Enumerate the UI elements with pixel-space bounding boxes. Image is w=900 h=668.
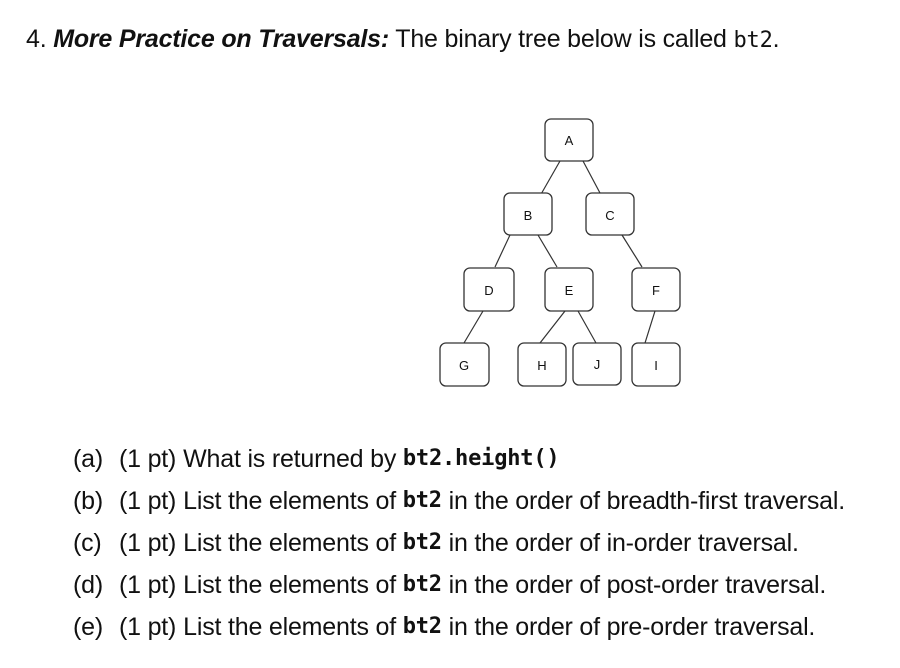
problem-intro: The binary tree below is called <box>395 25 727 53</box>
question-letter: (d) <box>73 571 103 599</box>
question-letter: (a) <box>73 445 103 473</box>
tree-node-E <box>545 268 593 311</box>
node-label-C: C <box>605 208 615 223</box>
tree-node-A <box>545 119 593 161</box>
question-text-end: in the order of pre-order traversal. <box>448 613 816 641</box>
node-label-B: B <box>523 208 533 223</box>
question-e <box>73 606 845 648</box>
node-label-F: F <box>652 283 660 298</box>
question-text: List the elements of <box>183 571 396 599</box>
question-text-end: in the order of in-order traversal. <box>448 529 799 557</box>
node-label-J: J <box>593 357 601 372</box>
edge-B-D <box>495 235 510 267</box>
question-text-end: in the order of breadth-first traversal. <box>448 487 845 515</box>
question-points: (1 pt) <box>119 529 177 557</box>
tree-edges <box>464 161 655 343</box>
question-points: (1 pt) <box>119 487 177 515</box>
edge-A-C <box>583 161 600 193</box>
question-code: bt2 <box>402 488 442 513</box>
node-label-A: A <box>564 133 574 148</box>
edge-F-I <box>645 311 655 343</box>
question-points: (1 pt) <box>119 445 177 473</box>
edge-E-J <box>578 311 596 343</box>
node-label-E: E <box>564 283 574 298</box>
problem-number: 4. <box>26 25 47 53</box>
edge-B-E <box>538 235 557 267</box>
edge-E-H <box>540 311 565 343</box>
question-letter: (b) <box>73 487 103 515</box>
question-a <box>73 438 845 480</box>
question-list <box>73 438 845 648</box>
question-code: bt2 <box>402 572 442 597</box>
tree-node-D <box>464 268 514 311</box>
tree-node-F <box>632 268 680 311</box>
question-letter: (c) <box>73 529 102 557</box>
question-text: List the elements of <box>183 613 396 641</box>
question-points: (1 pt) <box>119 571 177 599</box>
question-code: bt2 <box>402 530 442 555</box>
question-text: What is returned by <box>183 445 397 473</box>
tree-node-G <box>440 343 489 386</box>
tree-nodes <box>440 119 680 386</box>
node-label-I: I <box>654 358 658 373</box>
tree-name-code: bt2 <box>733 28 773 53</box>
edge-D-G <box>464 311 483 343</box>
tree-node-B <box>504 193 552 235</box>
question-c <box>73 522 845 564</box>
node-label-H: H <box>537 358 547 373</box>
edge-C-F <box>622 235 642 267</box>
problem-title: More Practice on Traversals: <box>53 25 389 53</box>
tree-node-I <box>632 343 680 386</box>
tree-node-C <box>586 193 634 235</box>
problem-intro-end: . <box>772 25 780 53</box>
tree-node-J <box>573 343 621 385</box>
edge-A-B <box>540 161 560 196</box>
question-text: List the elements of <box>183 487 396 515</box>
question-code: bt2 <box>402 614 442 639</box>
question-text-end: in the order of post-order traversal. <box>448 571 827 599</box>
question-points: (1 pt) <box>119 613 177 641</box>
question-d <box>73 564 845 606</box>
tree-node-H <box>518 343 566 386</box>
question-code: bt2.height() <box>402 446 560 471</box>
node-label-D: D <box>484 283 494 298</box>
node-label-G: G <box>458 358 470 373</box>
question-letter: (e) <box>73 613 103 641</box>
question-b <box>73 480 845 522</box>
question-text: List the elements of <box>183 529 396 557</box>
